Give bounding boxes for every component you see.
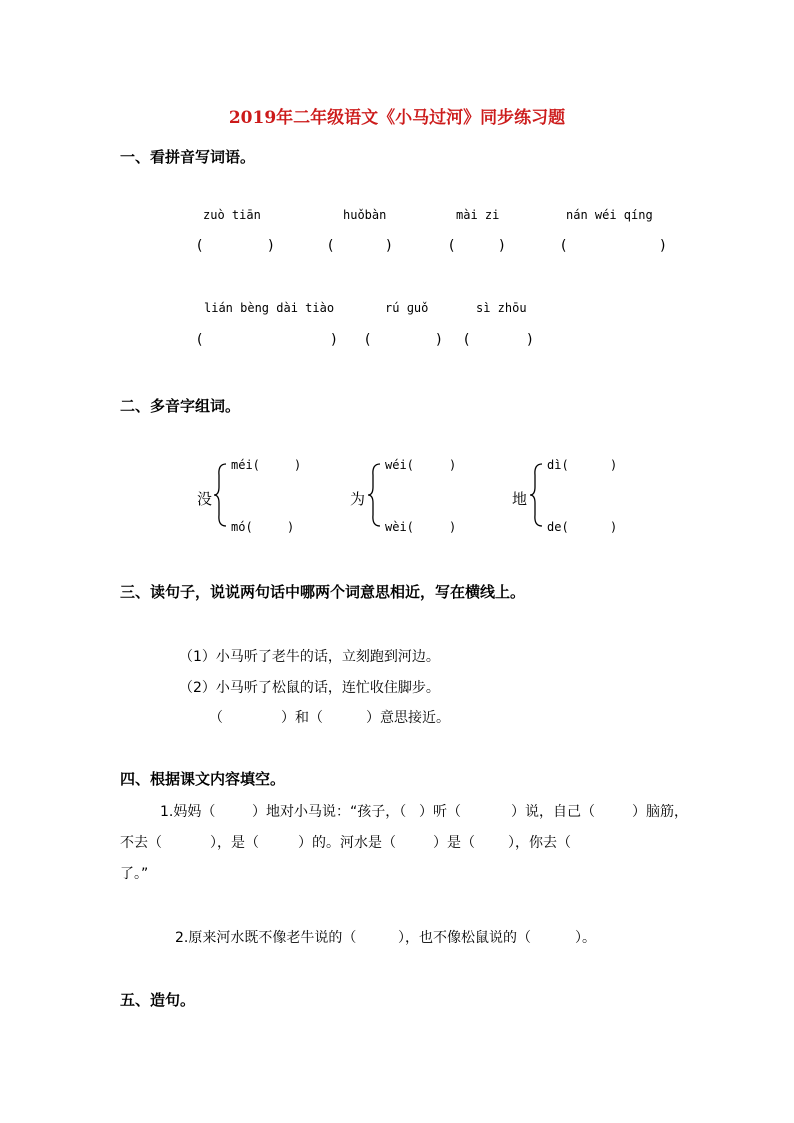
pinyin-reading: wèi( xyxy=(385,520,414,534)
fill-text: 2.原来河水既不像老牛说的（ xyxy=(175,930,357,946)
fill-text: ）脑筋， xyxy=(632,804,688,820)
polyphone-char: 为 xyxy=(350,490,366,508)
worksheet-title: 2019年二年级语文《小马过河》同步练习题 xyxy=(228,108,566,128)
fill-text: ）地对小马说：“孩子，（ xyxy=(252,804,407,820)
pinyin-reading: méi( xyxy=(231,458,260,472)
pinyin-3: mài zi xyxy=(456,208,500,222)
section-3-heading: 三、读句子，说说两句话中哪两个词意思相近，写在横线上。 xyxy=(120,583,526,601)
polyphone-char: 没 xyxy=(197,490,213,508)
pinyin-reading: mó( xyxy=(231,520,253,534)
answer-part: ）和（ xyxy=(281,710,323,726)
fill-text: 1.妈妈（ xyxy=(160,804,216,820)
fill-text: ）说，自己（ xyxy=(511,804,595,820)
answer-part: （ xyxy=(209,710,223,726)
answer-blank-close: ) xyxy=(660,238,666,254)
fill-text: 了。” xyxy=(120,866,149,882)
sentence-2: （2）小马听了松鼠的话，连忙收住脚步。 xyxy=(179,680,440,696)
answer-part: ）意思接近。 xyxy=(366,710,450,726)
answer-blank-close: ) xyxy=(610,520,618,534)
answer-blank-open: ( xyxy=(328,238,334,254)
fill-text: 不去（ xyxy=(120,835,162,851)
fill-text: ），也不像松鼠说的（ xyxy=(398,930,531,946)
answer-blank-close: ) xyxy=(287,520,295,534)
answer-blank-open: ( xyxy=(449,238,455,254)
pinyin-reading: dì( xyxy=(547,458,569,472)
answer-blank-open: ( xyxy=(561,238,567,254)
answer-blank-open: ( xyxy=(197,238,203,254)
fill-text: ），你去（ xyxy=(508,835,571,851)
fill-text: ）的。河水是（ xyxy=(298,835,396,851)
answer-blank-close: ) xyxy=(610,458,618,472)
section-1-heading: 一、看拼音写词语。 xyxy=(120,148,256,166)
answer-blank-close: ) xyxy=(449,458,457,472)
answer-blank-open: ( xyxy=(365,332,371,348)
fill-text: ）。 xyxy=(575,930,596,946)
answer-blank-close: ) xyxy=(268,238,274,254)
answer-blank-close: ) xyxy=(527,332,533,348)
section-2-heading: 二、多音字组词。 xyxy=(120,397,241,415)
answer-blank-close: ) xyxy=(331,332,337,348)
pinyin-2: huǒbàn xyxy=(343,208,387,222)
pinyin-6: rú ɡuǒ xyxy=(385,301,429,315)
pinyin-7: sì zhōu xyxy=(476,301,527,315)
fill-text: ）听（ xyxy=(419,804,461,820)
answer-blank-close: ) xyxy=(436,332,442,348)
brace-icon xyxy=(214,463,228,527)
sentence-1: （1）小马听了老牛的话，立刻跑到河边。 xyxy=(179,649,440,665)
brace-icon xyxy=(530,463,544,527)
fill-text: ）是（ xyxy=(433,835,475,851)
brace-icon xyxy=(368,463,382,527)
pinyin-reading: wéi( xyxy=(385,458,414,472)
answer-blank-open: ( xyxy=(464,332,470,348)
polyphone-char: 地 xyxy=(512,490,528,508)
answer-blank-close: ) xyxy=(449,520,457,534)
pinyin-5: lián bèng dài tiào xyxy=(204,301,335,315)
answer-blank-close: ) xyxy=(294,458,302,472)
answer-blank-close: ) xyxy=(499,238,505,254)
section-5-heading: 五、造句。 xyxy=(120,991,196,1009)
answer-blank-open: ( xyxy=(197,332,203,348)
pinyin-reading: de( xyxy=(547,520,569,534)
section-4-heading: 四、根据课文内容填空。 xyxy=(120,770,286,788)
answer-blank-close: ) xyxy=(386,238,392,254)
pinyin-4: nán wéi qíng xyxy=(566,208,653,222)
fill-text: ），是（ xyxy=(210,835,259,851)
pinyin-1: zuò tiān xyxy=(203,208,261,222)
